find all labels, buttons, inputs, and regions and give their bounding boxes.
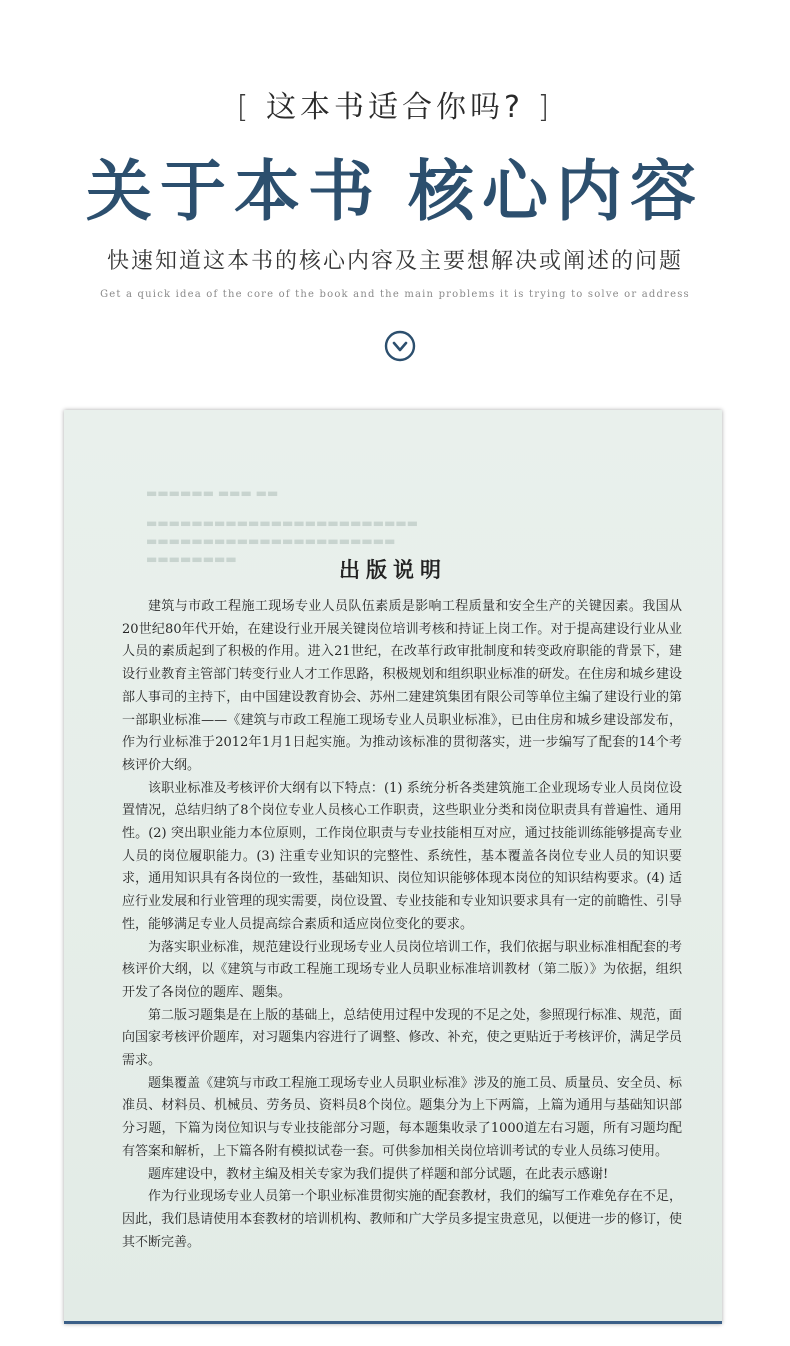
bracket-close: ] xyxy=(537,90,554,125)
paragraph: 为落实职业标准，规范建设行业现场专业人员岗位培训工作，我们依据与职业标准相配套的考核评价大纲，以《建筑与市政工程施工现场专业人员职业标准培训教材（第二版）》为依据，组织开发了各岗位的题库、题集。 xyxy=(122,939,682,1000)
bracket-open: [ xyxy=(236,90,253,125)
title-part-1: 关于本书 xyxy=(86,153,382,230)
document-body xyxy=(122,596,682,1254)
subtitle-chinese: 快速知道这本书的核心内容及主要想解决或阐述的问题 xyxy=(106,249,683,274)
tagline xyxy=(0,82,790,126)
document-title: 出版说明 xyxy=(339,557,447,582)
title-part-2: 核心内容 xyxy=(408,153,704,230)
chevron-down-circle-icon xyxy=(384,330,416,362)
intro-header xyxy=(0,0,790,400)
paragraph: 题库建设中，教材主编及相关专家为我们提供了样题和部分试题，在此表示感谢! xyxy=(148,1166,609,1182)
page-bottom-edge xyxy=(64,1321,722,1324)
bleed-through: ▬▬▬▬▬▬▬▬▬▬▬▬▬▬▬▬▬▬▬▬▬▬▬▬ xyxy=(146,516,419,530)
bleed-through: ▬▬▬▬▬▬ ▬▬▬ ▬▬ xyxy=(146,486,279,500)
paragraph: 该职业标准及考核评价大纲有以下特点：(1) 系统分析各类建筑施工企业现场专业人员岗位设置情况，总结归纳了8个岗位专业人员核心工作职责，这些职业分类和岗位职责具有普遍性、通用性。(2) 突出职业能力本位原则，工作岗位职责与专业技能相互对应，通过技能训练能够提高专业人员的岗位履职能力。(3) 注重专业知识的完整性、系统性，基本覆盖各岗位专业人员的知识要求，通用知识具有各岗位的一致性，基础知识、岗位知识能够体现本岗位的知识结构要求。(4) 适应行业发展和行业管理的现实需要，岗位设置、专业技能和专业知识要求具有一定的前瞻性、引导性，能够满足专业人员提高综合素质和适应岗位变化的要求。 xyxy=(122,780,682,932)
paragraph: 作为行业现场专业人员第一个职业标准贯彻实施的配套教材，我们的编写工作难免存在不足，因此，我们恳请使用本套教材的培训机构、教师和广大学员多提宝贵意见，以便进一步的修订，使其不断完善。 xyxy=(122,1189,682,1250)
bleed-through: ▬▬▬▬▬▬▬▬▬▬▬▬▬▬▬▬▬▬▬▬▬▬ xyxy=(146,534,396,548)
paragraph: 题集覆盖《建筑与市政工程施工现场专业人员职业标准》涉及的施工员、质量员、安全员、标准员、材料员、机械员、劳务员、资料员8个岗位。题集分为上下两篇，上篇为通用与基础知识部分习题，下篇为岗位知识与专业技能部分习题，每本题集收录了1000道左右习题，所有习题均配有答案和解析，上下篇各附有模拟试卷一套。可供参加相关岗位培训考试的专业人员练习使用。 xyxy=(122,1075,682,1159)
paragraph: 建筑与市政工程施工现场专业人员队伍素质是影响工程质量和安全生产的关键因素。我国从20世纪80年代开始，在建设行业开展关键岗位培训考核和持证上岗工作。对于提高建设行业从业人员的素质起到了积极的作用。进入21世纪，在改革行政审批制度和转变政府职能的背景下，建设行业教育主管部门转变行业人才工作思路，积极规划和组织职业标准的研发。在住房和城乡建设部人事司的主持下，由中国建设教育协会、苏州二建建筑集团有限公司等单位主编了建设行业的第一部职业标准——《建筑与市政工程施工现场专业人员职业标准》，已由住房和城乡建设部发布，作为行业标准于2012年1月1日起实施。为推动该标准的贯彻落实，进一步编写了配套的14个考核评价大纲。 xyxy=(122,599,682,773)
book-page-photo xyxy=(64,410,722,1324)
tagline-text: 这本书适合你吗? xyxy=(266,90,524,125)
bleed-through: ▬▬▬▬▬▬▬▬ xyxy=(146,552,237,566)
section-title xyxy=(0,138,790,233)
paragraph: 第二版习题集是在上版的基础上，总结使用过程中发现的不足之处，参照现行标准、规范，面向国家考核评价题库，对习题集内容进行了调整、修改、补充，使之更贴近于考核评价，满足学员需求。 xyxy=(122,1007,682,1069)
subtitle-english: Get a quick idea of the core of the book and the main problems it is trying to solve or address xyxy=(100,289,690,300)
